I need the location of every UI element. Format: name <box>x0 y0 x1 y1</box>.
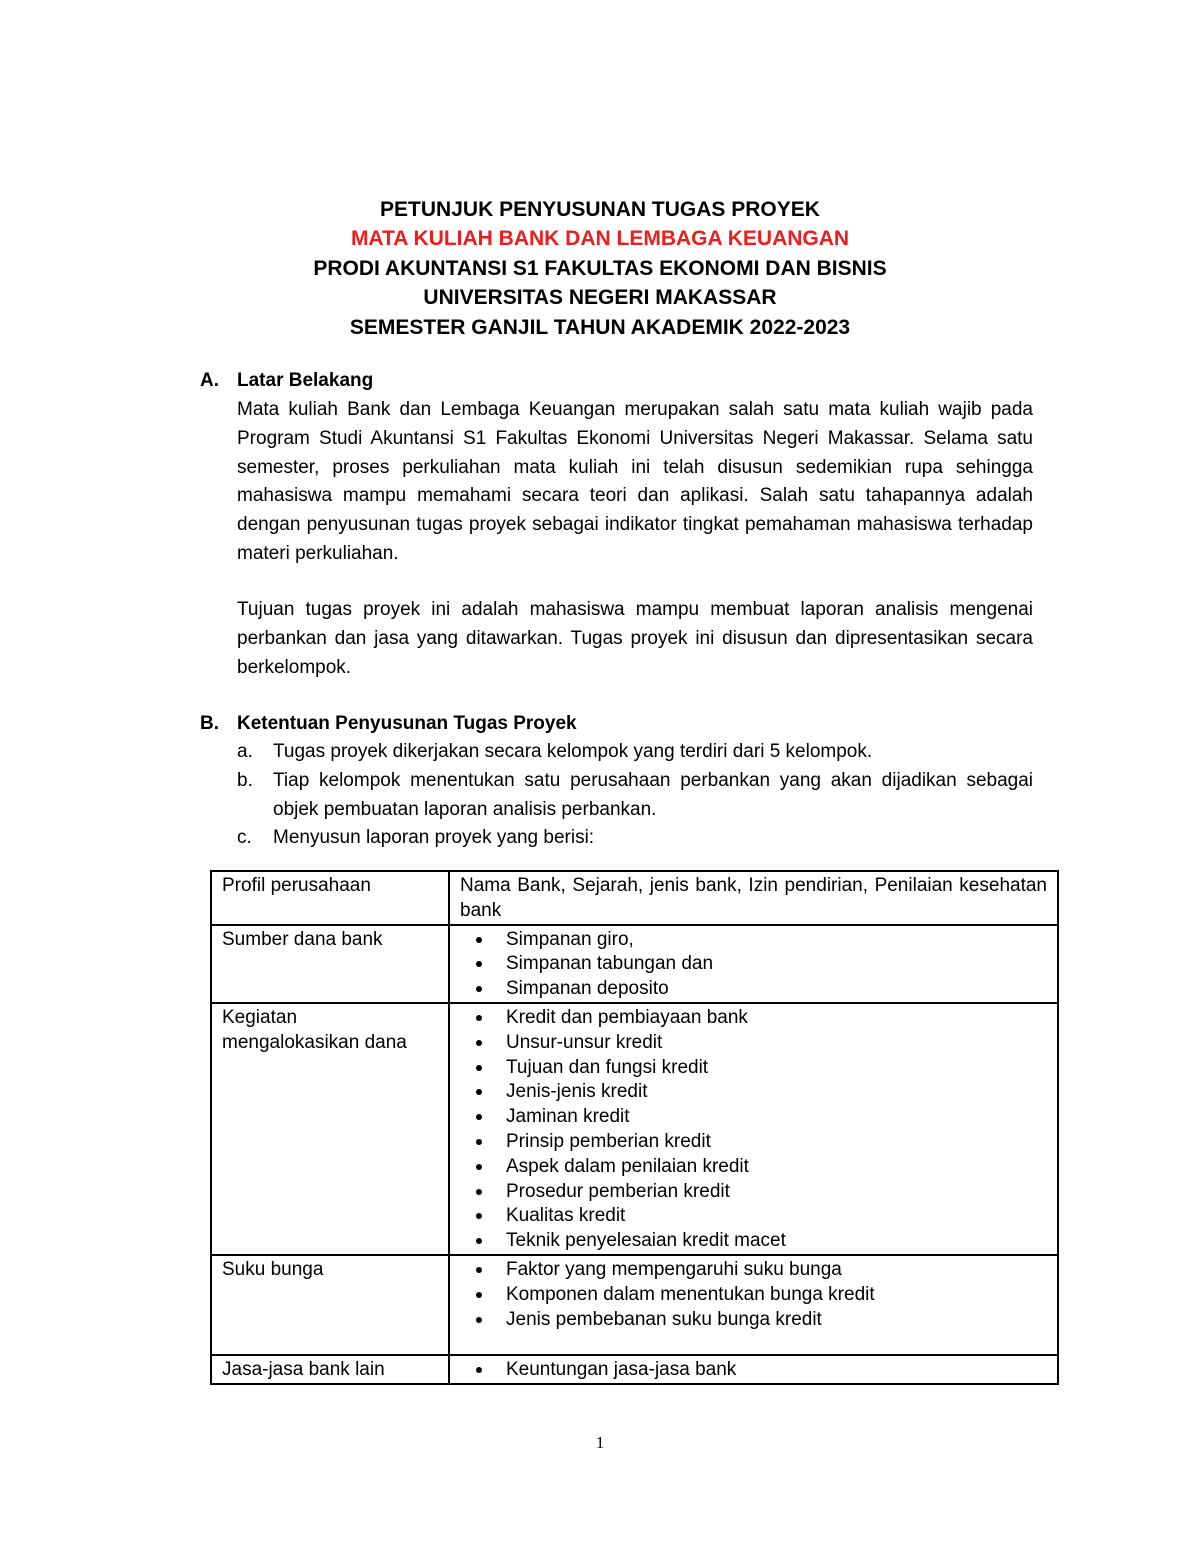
bullet-list <box>460 1006 1047 1254</box>
bullet-item: Prosedur pemberian kredit <box>460 1180 1047 1205</box>
bullet-item: Teknik penyelesaian kredit macet <box>460 1229 1047 1254</box>
list-item-marker: b. <box>237 769 253 791</box>
title-line-1: PETUNJUK PENYUSUNAN TUGAS PROYEK <box>380 198 820 221</box>
bullet-item: Prinsip pemberian kredit <box>460 1130 1047 1155</box>
list-item-text: Menyusun laporan proyek yang berisi: <box>273 827 595 849</box>
section-b-list <box>237 738 1033 853</box>
table-row <box>211 871 1058 925</box>
list-item <box>237 824 1033 853</box>
section-a-title: Latar Belakang <box>237 370 374 391</box>
table-row <box>211 925 1058 1003</box>
table-row <box>211 1255 1058 1355</box>
bullet-item: Komponen dalam menentukan bunga kredit <box>460 1283 1047 1308</box>
bullet-item: Keuntungan jasa-jasa bank <box>460 1358 1047 1383</box>
bullet-item: Unsur-unsur kredit <box>460 1031 1047 1056</box>
table-row <box>211 1003 1058 1255</box>
bullet-item: Jaminan kredit <box>460 1105 1047 1130</box>
bullet-list <box>460 1358 1047 1383</box>
list-item-marker: c. <box>237 827 252 849</box>
table-row-label: Suku bunga <box>211 1255 449 1355</box>
table-row-label: Kegiatan mengalokasikan dana <box>211 1003 449 1255</box>
bullet-item: Simpanan tabungan dan <box>460 952 1047 977</box>
bullet-item: Tujuan dan fungsi kredit <box>460 1056 1047 1081</box>
section-a-heading <box>200 368 373 394</box>
table-row-text: Nama Bank, Sejarah, jenis bank, Izin pendirian, Penilaian kesehatan bank <box>449 871 1058 925</box>
table-row-label: Jasa-jasa bank lain <box>211 1355 449 1384</box>
bullet-item: Kualitas kredit <box>460 1204 1047 1229</box>
document-title-block <box>0 195 1200 342</box>
section-b-heading <box>200 711 577 737</box>
bullet-item: Jenis-jenis kredit <box>460 1080 1047 1105</box>
list-item-marker: a. <box>237 741 253 762</box>
title-line-program: PRODI AKUNTANSI S1 FAKULTAS EKONOMI DAN BISNIS <box>313 256 887 280</box>
bullet-item: Simpanan deposito <box>460 977 1047 1002</box>
report-content-table <box>210 870 1059 1385</box>
list-item <box>237 767 1033 825</box>
title-line-university: UNIVERSITAS NEGERI MAKASSAR <box>423 286 777 310</box>
list-item <box>237 738 1033 767</box>
table-row-label: Profil perusahaan <box>211 871 449 925</box>
list-item-text: Tiap kelompok menentukan satu perusahaan perbankan yang akan dijadikan sebagai objek pembuatan laporan analisis perbankan. <box>273 769 1033 820</box>
bullet-item: Faktor yang mempengaruhi suku bunga <box>460 1258 1047 1283</box>
table-row <box>211 1355 1058 1384</box>
bullet-item: Kredit dan pembiayaan bank <box>460 1006 1047 1031</box>
bullet-item: Jenis pembebanan suku bunga kredit <box>460 1308 1047 1333</box>
page-number: 1 <box>595 1433 605 1452</box>
section-a-paragraph-2: Tujuan tugas proyek ini adalah mahasiswa mampu membuat laporan analisis mengenai perbankan dan jasa yang ditawarkan. Tugas proyek ini disusun dan dipresentasikan secara berkelompok. <box>237 599 1033 678</box>
title-line-course: MATA KULIAH BANK DAN LEMBAGA KEUANGAN <box>350 227 850 251</box>
list-item-text: Tugas proyek dikerjakan secara kelompok yang terdiri dari 5 kelompok. <box>273 741 873 762</box>
bullet-item: Simpanan giro, <box>460 928 1047 953</box>
table-row-label: Sumber dana bank <box>211 925 449 1003</box>
section-a-letter: A. <box>200 370 219 391</box>
title-line-semester: SEMESTER GANJIL TAHUN AKADEMIK 2022-2023 <box>349 315 851 339</box>
bullet-list <box>460 928 1047 1002</box>
section-a-paragraph-1: Mata kuliah Bank dan Lembaga Keuangan merupakan salah satu mata kuliah wajib pada Program Studi Akuntansi S1 Fakultas Ekonomi Universitas Negeri Makassar. Selama satu semester, proses perkuliahan mata kuliah ini telah disusun sedemikian rupa sehingga mahasiswa mampu memahami secara teori dan aplikasi. Salah satu tahapannya adalah dengan penyusunan tugas proyek sebagai indikator tingkat pemahaman mahasiswa terhadap materi perkuliahan. <box>237 399 1033 564</box>
bullet-item: Aspek dalam penilaian kredit <box>460 1155 1047 1180</box>
section-b-letter: B. <box>200 713 219 734</box>
section-b-title: Ketentuan Penyusunan Tugas Proyek <box>237 713 577 734</box>
bullet-list <box>460 1258 1047 1332</box>
